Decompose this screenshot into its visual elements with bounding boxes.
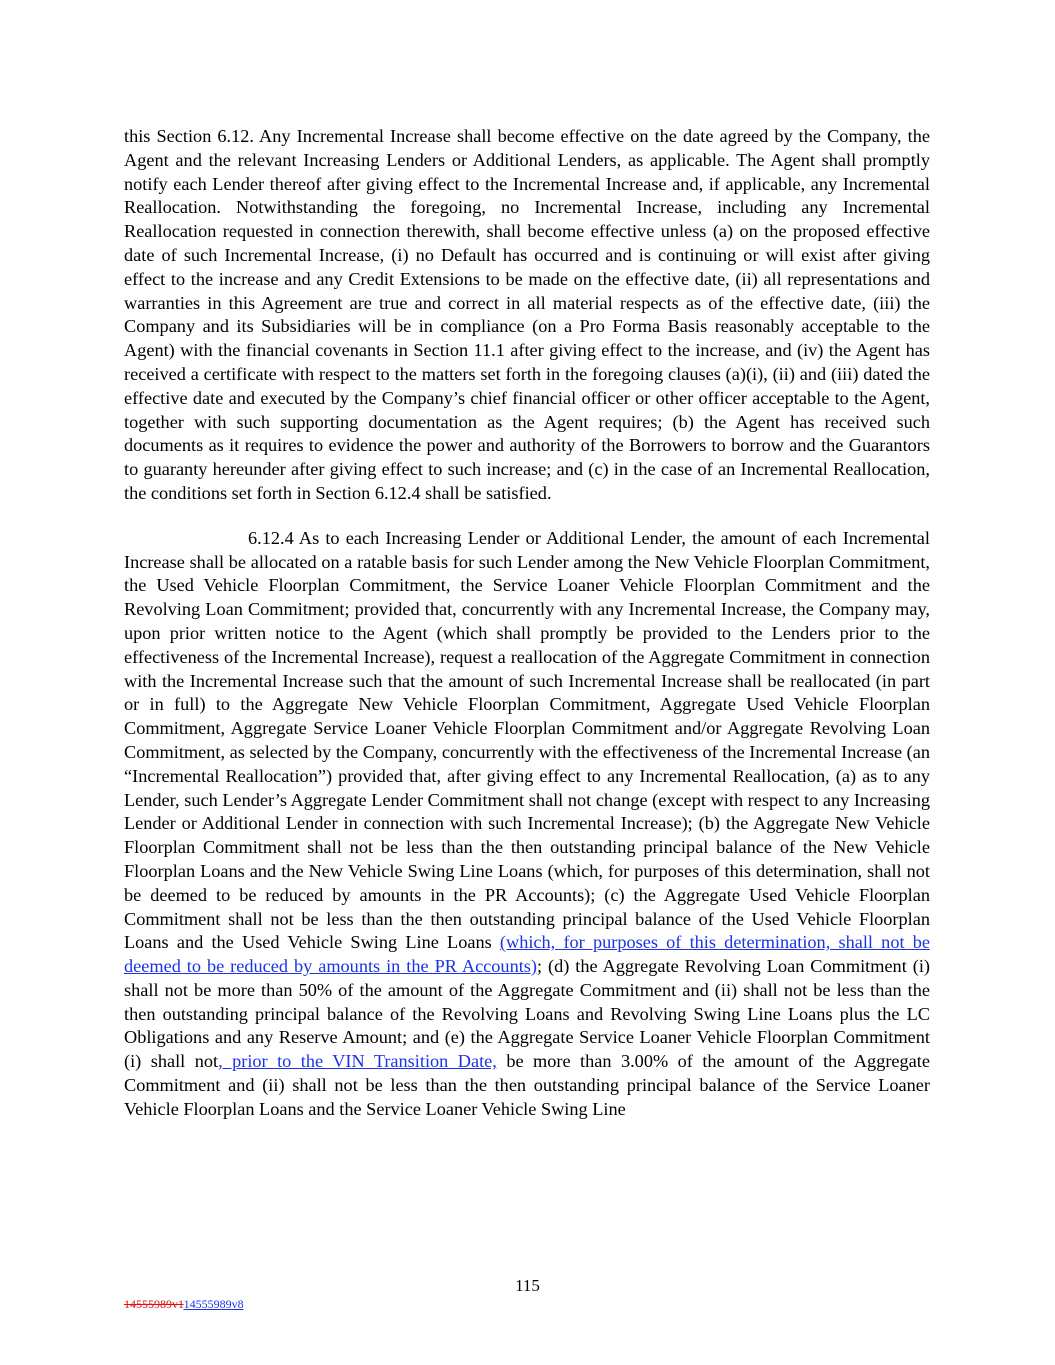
redline-insertion: , prior to the VIN Transition Date, [218, 1051, 497, 1072]
redline-insertion: (which, for purposes of this determination, shall not be deemed to be reduced by amounts in the PR Accounts) [124, 932, 930, 977]
doc-id-deleted: 14555989v1 [124, 1297, 184, 1311]
paragraph-text: be more than 3.00% of the amount of the Aggregate Commitment and (ii) shall not be less than the then outstanding principal balance of the Service Loaner Vehicle Floorplan Loans and the Service Loaner Vehicle Swing Line [124, 1051, 930, 1119]
doc-id-inserted: 14555989v8 [183, 1297, 244, 1311]
paragraph-section-6-12-3-continued: this Section 6.12. Any Incremental Increase shall become effective on the date agreed by the Company, the Agent and the relevant Increasing Lenders or Additional Lenders, as applicable. The Agent shall promptly notify each Lender thereof after giving effect to the Incremental Increase and, if applicable, any Incremental Reallocation. Notwithstanding the foregoing, no Incremental Increase, including any Incremental Reallocation requested in connection therewith, shall become effective unless (a) on the proposed effective date of such Incremental Increase, (i) no Default has occurred and is continuing or will exist after giving effect to the increase and any Credit Extensions to be made on the effective date, (ii) all representations and warranties in this Agreement are true and correct in all material respects as of the effective date, (iii) the Company and its Subsidiaries will be in compliance (on a Pro Forma Basis reasonably acceptable to the Agent) with the financial covenants in Section 11.1 after giving effect to the increase, and (iv) the Agent has received a certificate with respect to the matters set forth in the foregoing clauses (a)(i), (ii) and (iii) dated the effective date and executed by the Company’s chief financial officer or other officer acceptable to the Agent, together with such supporting documentation as the Agent requires; (b) the Agent has received such documents as it requires to evidence the power and authority of the Borrowers to borrow and the Guarantors to guaranty hereunder after giving effect to such increase; and (c) in the case of an Incremental Reallocation, the conditions set forth in Section 6.12.4 shall be satisfied. [124, 126, 930, 503]
paragraph-section-6-12-4 [124, 527, 930, 1122]
document-body [124, 125, 930, 1122]
paragraph-text: 6.12.4 As to each Increasing Lender or Additional Lender, the amount of each Incremental Increase shall be allocated on a ratable basis for such Lender among the New Vehicle Floorplan Commitment, the Used Vehicle Floorplan Commitment, the Service Loaner Vehicle Floorplan Commitment and the Revolving Loan Commitment; provided that, concurrently with any Incremental Increase, the Company may, upon prior written notice to the Agent (which shall promptly be provided to the Lenders prior to the effectiveness of the Incremental Increase), request a reallocation of the Aggregate Commitment in connection with the Incremental Increase such that the amount of such Incremental Increase shall be reallocated (in part or in full) to the Aggregate New Vehicle Floorplan Commitment, Aggregate Used Vehicle Floorplan Commitment, Aggregate Service Loaner Vehicle Floorplan Commitment and/or Aggregate Revolving Loan Commitment, as selected by the Company, concurrently with the effectiveness of the Incremental Increase (an “Incremental Reallocation”) provided that, after giving effect to any Incremental Reallocation, (a) as to any Lender, such Lender’s Aggregate Lender Commitment shall not change (except with respect to any Increasing Lender or Additional Lender in connection with such Incremental Increase); (b) the Aggregate New Vehicle Floorplan Commitment shall not be less than the then outstanding principal balance of the New Vehicle Floorplan Loans and the New Vehicle Swing Line Loans (which, for purposes of this determination, shall not be deemed to be reduced by amounts in the PR Accounts); (c) the Aggregate Used Vehicle Floorplan Commitment shall not be less than the then outstanding principal balance of the Used Vehicle Floorplan Loans and the Used Vehicle Swing Line Loans [124, 527, 930, 953]
document-id [124, 1297, 244, 1312]
paragraph-text: ; (d) the Aggregate Revolving Loan Commitment (i) shall not be more than 50% of the amount of the Aggregate Commitment and (ii) shall not be less than the then outstanding principal balance of the Revolving Loans and Revolving Swing Line Loans plus the LC Obligations and any Reserve Amount; and (e) the Aggregate Service Loaner Vehicle Floorplan Commitment (i) shall not [124, 956, 930, 1072]
page-number: 115 [515, 1276, 540, 1295]
